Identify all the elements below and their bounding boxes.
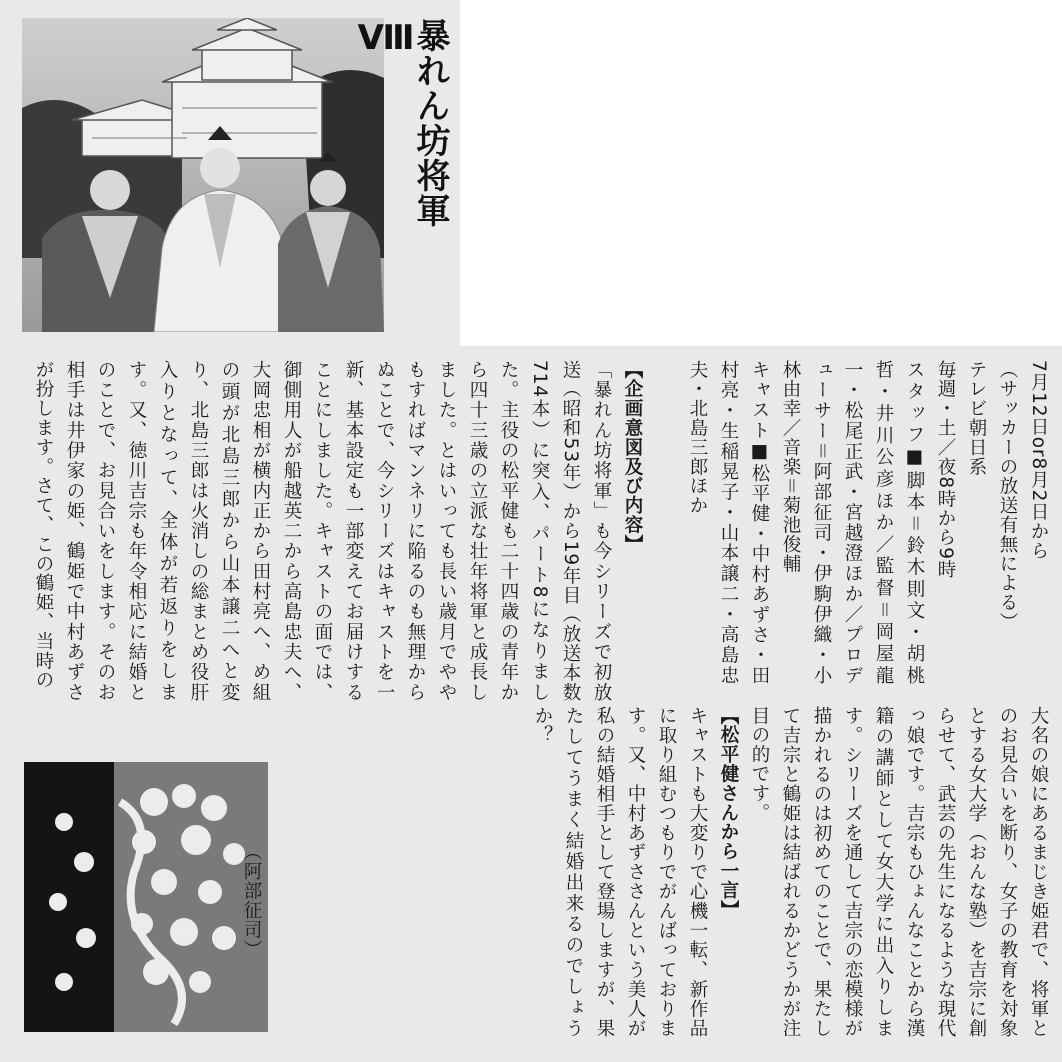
castle-samurai-image bbox=[22, 18, 384, 332]
network: テレビ朝日系 bbox=[966, 360, 987, 477]
article-title: 暴れん坊将軍Ⅷ bbox=[366, 18, 450, 228]
broadcast-info bbox=[666, 360, 1054, 685]
comment-heading: 【松平健さんから一言】 bbox=[718, 706, 739, 920]
schedule: 毎週・土／夜8時から9時 bbox=[935, 360, 956, 580]
comment-body: キャストも大変りで心機一転、新作品に取り組むつもりでがんばっております。又、中村あずささんという美人が私の結婚相手として登場しますが、果たしてうまく結婚出来るのでしょうか？ bbox=[532, 706, 708, 1038]
planning-body-continued: 大名の娘にあるまじき姫君で、将軍とのお見合いを断り、女子の教育を対象とする女大学（おんな塾）を吉宗に創らせて、武芸の先生になるような現代っ娘です。吉宗もひょんなことから漢籍の講師として女大学に出入りします。シリーズを通して吉宗の恋模様が描かれるのは初めてのことで、果たして吉宗と鶴姫は結ばれるかどうかが注目の的です。 bbox=[749, 706, 1049, 1038]
title-logo bbox=[24, 762, 268, 1032]
staff-credits: スタッフ■脚本＝鈴木則文・胡桃哲・井川公彦ほか／監督＝岡屋龍一・松尾正武・宮越澄ほか／プロデューサー＝阿部征司・伊駒伊織・小林由幸／音楽＝菊池俊輔 bbox=[780, 360, 925, 685]
lower-column bbox=[270, 706, 1054, 1038]
planning-heading: 【企画意図及び内容】 bbox=[622, 360, 643, 554]
broadcast-note: （サッカーの放送有無による） bbox=[997, 360, 1018, 632]
brush-logo-image bbox=[24, 762, 268, 1032]
broadcast-date: 7月12日or8月2日から bbox=[1028, 360, 1049, 561]
planning-section bbox=[14, 360, 648, 702]
blank-area bbox=[460, 0, 1062, 346]
cast-credits: キャスト■松平健・中村あずさ・田村亮・生稲晃子・山本譲二・高島忠夫・北島三郎ほか bbox=[687, 360, 770, 685]
cast-photo bbox=[22, 18, 384, 332]
author-signature: （阿部征司） bbox=[241, 842, 262, 959]
planning-body: 「暴れん坊将軍」も今シリーズで初放送（昭和53年）から19年目（放送本数714本）に突入、パート8になりました。主役の松平健も二十四歳の青年から四十三歳の立派な壮年将軍と成長しました。とはいっても長い歳月でややもすればマンネリに陥るのも無理からぬことで、今シリーズはキャストを一新、基本設定も一部変えてお届けすることにしました。キャストの面では、御側用人が船越英二から高島忠夫へ、大岡忠相が横内正から田村亮へ、め組の頭が北島三郎から山本譲二へと変り、北島三郎は火消しの総まとめ役肝入りとなって、全体が若返りをします。又、徳川吉宗も年令相応に結婚とのことで、お見合いをします。そのお相手は井伊家の姫、鶴姫で中村あずさが扮します。さて、この鶴姫、当時の bbox=[33, 360, 612, 702]
